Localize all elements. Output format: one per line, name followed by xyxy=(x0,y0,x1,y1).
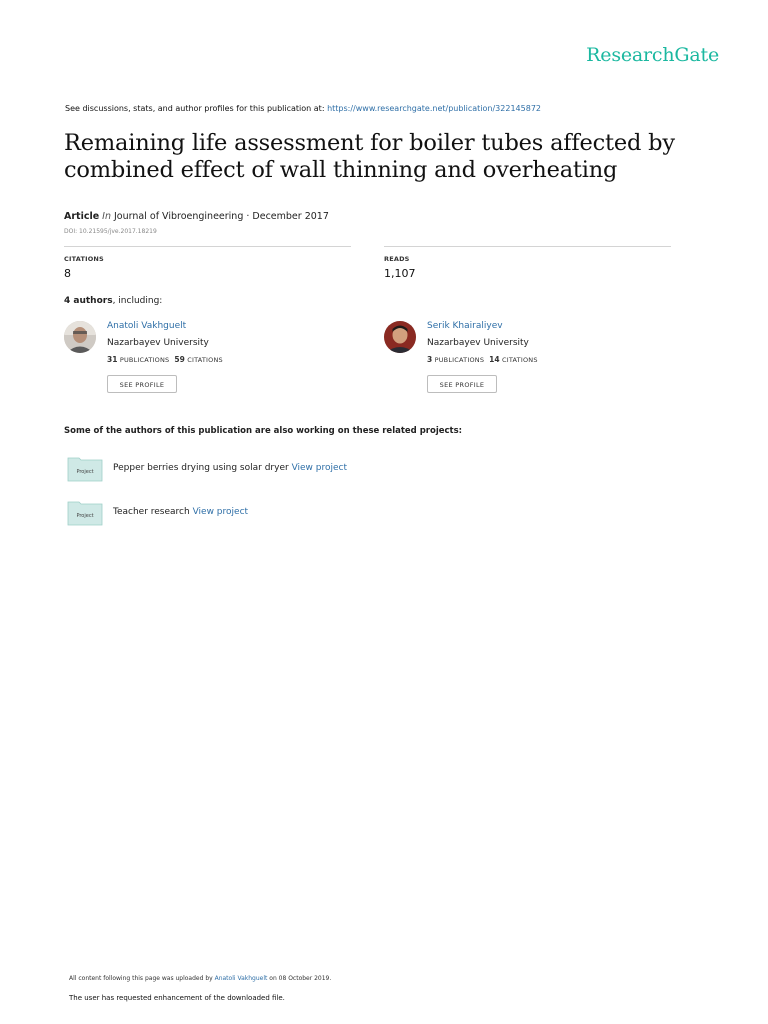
project-folder-icon xyxy=(67,454,103,482)
project-item xyxy=(113,507,248,517)
see-profile-button[interactable]: SEE PROFILE xyxy=(107,375,177,393)
researchgate-logo[interactable]: ResearchGate xyxy=(586,44,719,66)
authors-heading xyxy=(64,296,162,306)
divider-right xyxy=(384,246,671,247)
upload-suffix: on 08 October 2019. xyxy=(267,975,332,982)
see-discussions-line xyxy=(65,104,541,113)
related-projects-heading: Some of the authors of this publication are also working on these related projects: xyxy=(64,426,463,436)
person-photo-icon xyxy=(384,321,416,353)
project-folder-icon xyxy=(67,498,103,526)
upload-prefix: All content following this page was uploaded by xyxy=(69,975,215,982)
person-photo-icon xyxy=(64,321,96,353)
author-stats xyxy=(107,355,228,364)
avatar[interactable] xyxy=(64,321,96,353)
publication-url-link[interactable]: https://www.researchgate.net/publication/322145872 xyxy=(327,104,541,113)
citations-count: 59 xyxy=(174,355,185,364)
publications-label: PUBLICATIONS xyxy=(434,356,485,364)
publications-count: 31 xyxy=(107,355,118,364)
author-institution: Nazarbayev University xyxy=(107,338,209,348)
project-title: Pepper berries drying using solar dryer xyxy=(113,463,289,473)
article-type: Article xyxy=(64,211,100,222)
divider-left xyxy=(64,246,351,247)
avatar[interactable] xyxy=(384,321,416,353)
reads-value: 1,107 xyxy=(384,267,416,280)
citations-label: CITATIONS xyxy=(64,255,104,263)
author-stats xyxy=(427,355,543,364)
uploader-link[interactable]: Anatoli Vakhguelt xyxy=(214,975,268,982)
project-title: Teacher research xyxy=(113,507,190,517)
author-name-link[interactable]: Anatoli Vakhguelt xyxy=(107,321,187,331)
upload-note xyxy=(69,975,331,982)
in-label: In xyxy=(102,211,111,222)
doi-text: DOI: 10.21595/jve.2017.18219 xyxy=(64,228,157,235)
publication-title xyxy=(64,130,704,184)
project-icon-label: Project xyxy=(76,513,94,519)
publication-meta xyxy=(64,211,329,222)
author-institution: Nazarbayev University xyxy=(427,338,529,348)
author-name-link[interactable]: Serik Khairaliyev xyxy=(427,321,503,331)
journal-date: Journal of Vibroengineering · December 2017 xyxy=(114,211,329,222)
reads-label: READS xyxy=(384,255,410,263)
project-item xyxy=(113,463,347,473)
see-discussions-text: See discussions, stats, and author profiles for this publication at: xyxy=(65,104,328,113)
title-line-2: combined effect of wall thinning and overheating xyxy=(64,157,618,183)
publications-label: PUBLICATIONS xyxy=(119,356,170,364)
citations-label: CITATIONS xyxy=(502,356,538,364)
view-project-link[interactable]: View project xyxy=(291,463,348,473)
enhancement-note: The user has requested enhancement of the downloaded file. xyxy=(69,994,285,1002)
authors-count: 4 authors xyxy=(64,296,113,306)
project-icon-label: Project xyxy=(76,469,94,475)
citations-label: CITATIONS xyxy=(187,356,223,364)
citations-count: 14 xyxy=(489,355,500,364)
view-project-link[interactable]: View project xyxy=(192,507,249,517)
title-line-1: Remaining life assessment for boiler tubes affected by xyxy=(64,130,675,156)
publications-count: 3 xyxy=(427,355,433,364)
citations-value: 8 xyxy=(64,267,71,280)
authors-suffix: , including: xyxy=(112,296,163,306)
see-profile-button[interactable]: SEE PROFILE xyxy=(427,375,497,393)
